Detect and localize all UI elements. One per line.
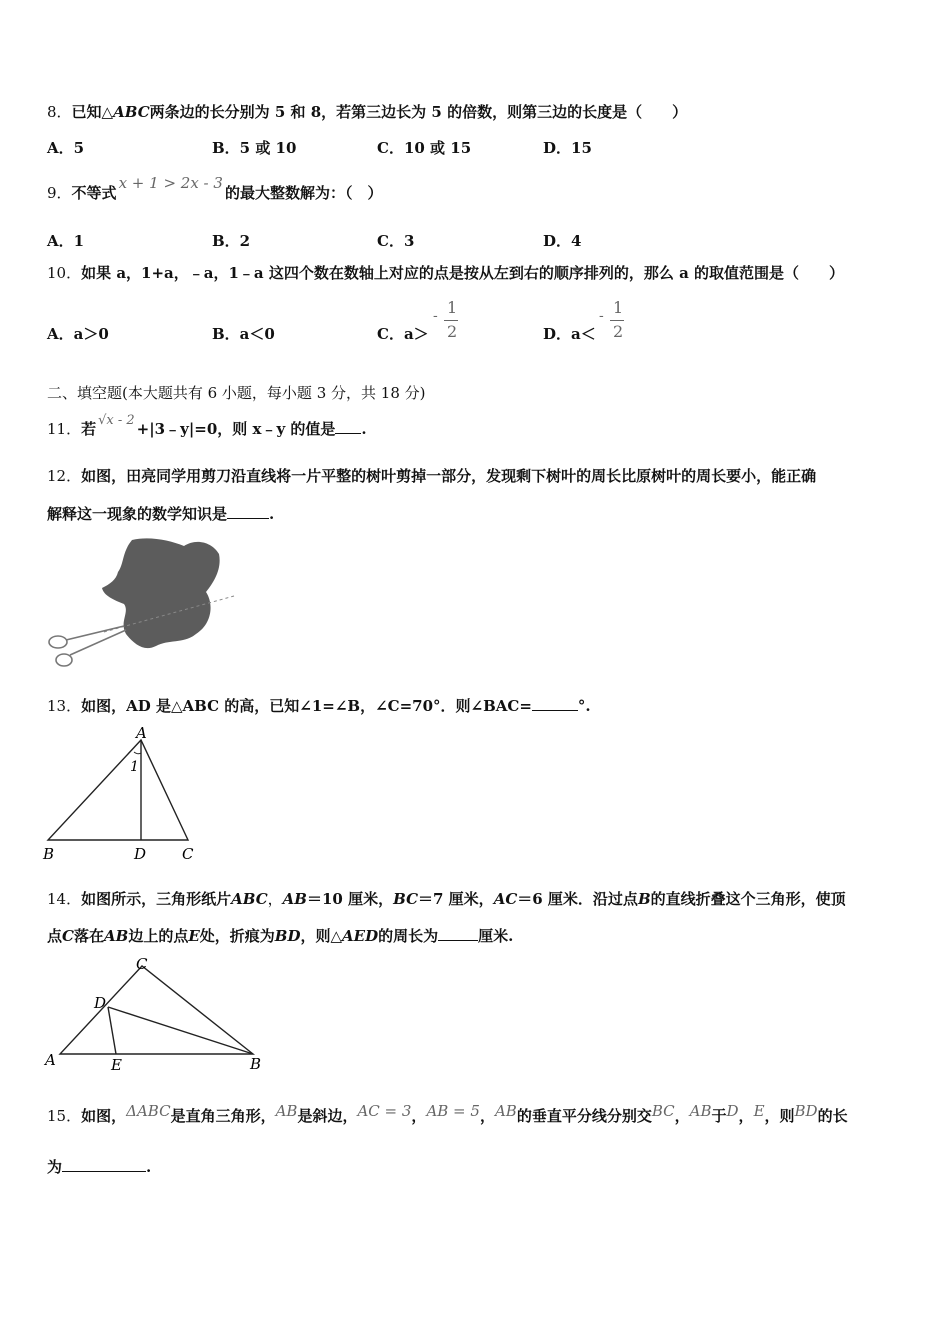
angle-1-arc: [134, 752, 141, 754]
q10-option-d: D．a＜: [543, 325, 596, 343]
q11-stem: 11．若 √x - 2 +|3﹣y|=0，则 x﹣y 的值是 .: [47, 413, 367, 438]
q15-line1: 15．如图，ΔABC是直角三角形，AB是斜边，AC = 3，AB = 5，AB的垂直平分线分别交BC，AB于D，E，则BD的长: [47, 1102, 848, 1125]
q8-option-d: D．15: [543, 139, 592, 157]
label-c: C: [182, 845, 194, 863]
q13-triangle-figure: [38, 722, 208, 867]
fold-line-bd: [108, 1007, 253, 1054]
scissors-icon: [49, 626, 126, 666]
q12-line2: 解释这一现象的数学知识是 .: [47, 505, 275, 523]
q10-option-a: A．a＞0: [47, 325, 109, 343]
q10-number: 10．: [47, 264, 82, 282]
label-a: A: [45, 1051, 56, 1069]
label-d: D: [94, 994, 107, 1012]
q14-triangle-figure: [38, 952, 278, 1077]
q10-option-d-fraction: - 1 2: [599, 298, 624, 341]
q14-line2: 点C落在AB边上的点E处，折痕为BD，则△AED的周长为 厘米.: [47, 927, 514, 945]
q15-number: 15．: [47, 1107, 82, 1125]
q11-sqrt: √x - 2: [98, 413, 135, 428]
label-b: B: [250, 1055, 262, 1073]
q10-stem: 10．如果 a，1+a，﹣a，1﹣a 这四个数在数轴上对应的点是按从左到右的顺序排列的，那么 a 的取值范围是（ ）: [47, 264, 845, 282]
q13-number: 13．: [47, 697, 82, 715]
section-title: 二、填空题(本大题共有 6 小题，每小题 3 分，共 18 分): [47, 384, 426, 402]
q15-line2: 为 .: [47, 1158, 152, 1176]
q10-option-c: C．a＞: [377, 325, 429, 343]
q12-leaf-figure: [44, 534, 244, 674]
q14-line1: 14．如图所示，三角形纸片ABC，AB＝10 厘米，BC＝7 厘米，AC＝6 厘米．沿过点B的直线折叠这个三角形，使顶: [47, 890, 846, 908]
q8-option-a: A．5: [47, 139, 85, 157]
q9-option-c: C．3: [377, 232, 415, 250]
segment-de: [108, 1007, 116, 1054]
label-c: C: [136, 955, 148, 973]
label-1: 1: [130, 759, 139, 775]
q9-option-b: B．2: [212, 232, 251, 250]
q8-option-c: C．10 或 15: [377, 139, 472, 157]
label-d: D: [134, 845, 147, 863]
q9-option-a: A．1: [47, 232, 85, 250]
q8-option-b: B．5 或 10: [212, 139, 297, 157]
q9-stem: 9．不等式x + 1 > 2x - 3的最大整数解为：（ ）: [47, 174, 383, 202]
label-e: E: [111, 1056, 122, 1074]
q8-stem: 8．已知△ABC两条边的长分别为 5 和 8，若第三边长为 5 的倍数，则第三边的长度是（ ）: [47, 103, 688, 121]
q12-line1: 12．如图，田亮同学用剪刀沿直线将一片平整的树叶剪掉一部分，发现剩下树叶的周长比原树叶的周长要小，能正确: [47, 467, 817, 485]
q9-option-d: D．4: [543, 232, 582, 250]
triangle-abc: [60, 966, 253, 1054]
label-b: B: [43, 845, 55, 863]
q8-number: 8．: [47, 103, 72, 121]
leaf-shape: [102, 538, 220, 648]
q11-number: 11．: [47, 420, 82, 438]
q9-number: 9．: [47, 184, 72, 202]
q10-option-b: B．a＜0: [212, 325, 275, 343]
q9-inequality: x + 1 > 2x - 3: [118, 174, 223, 192]
label-a: A: [136, 724, 147, 742]
q12-number: 12．: [47, 467, 82, 485]
q14-number: 14．: [47, 890, 82, 908]
q10-option-c-fraction: - 1 2: [433, 298, 458, 341]
q13-stem: 13．如图，AD 是△ABC 的高，已知∠1=∠B，∠C=70°．则∠BAC= °.: [47, 697, 591, 715]
triangle-abc: [48, 740, 188, 840]
